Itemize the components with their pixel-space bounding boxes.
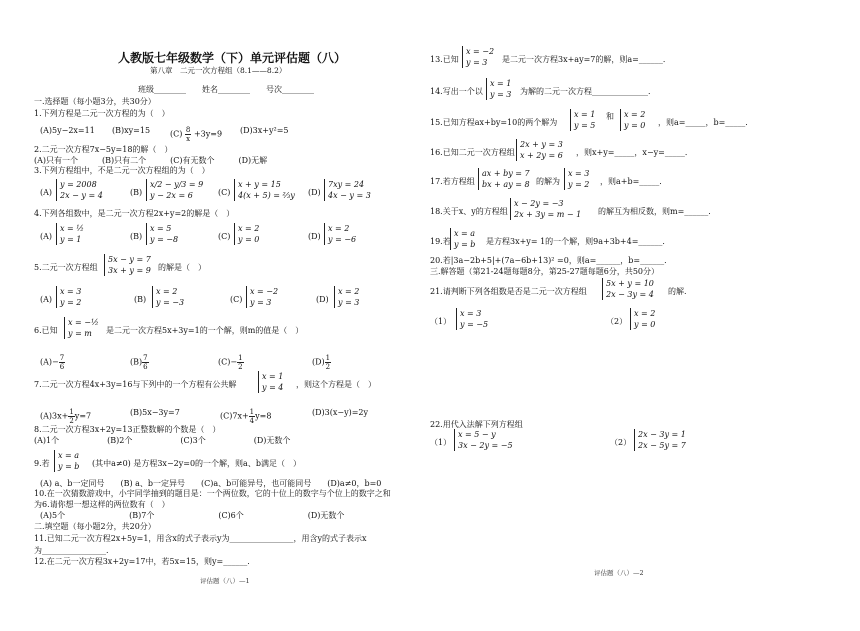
question-9-system: x = a y = b	[54, 450, 79, 472]
q4-option-d-system: x = 2 y = −6	[324, 223, 356, 245]
question-16-suffix: ，则x+y=_____，x−y=_____．	[576, 148, 693, 157]
question-16-prefix: 16.已知二元一次方程组	[430, 148, 515, 157]
question-19-system: x = a y = b	[450, 228, 475, 250]
question-17-system-2: x = 3 y = 2	[564, 168, 589, 190]
q4-option-b-label: (B)	[130, 232, 143, 241]
page-footer: 评估题（八）—2	[594, 569, 644, 577]
q3-option-a-system: y = 2008 2x − y = 4	[56, 179, 103, 201]
question-12: 12.在二元一次方程3x+2y=17中，若5x=15，则y=______．	[34, 557, 256, 566]
q5-option-b-label: (B)	[134, 295, 147, 304]
question-7-suffix: ，则这个方程是（ ）	[296, 380, 376, 389]
question-18-prefix: 18.关于x、y的方程组	[430, 207, 508, 216]
question-17-suffix: ，则a+b=_____．	[600, 177, 668, 186]
question-8: 8.二元一次方程3x+2y=13正整数解的个数是（ ）	[34, 425, 221, 434]
q7-option-c: (C)7x+ $\frac{1}{4}$ y=8	[220, 408, 272, 425]
q7-option-a: (A)3x+ $\frac{1}{2}$ y=7	[40, 408, 92, 425]
question-5-prefix: 5.二元一次方程组	[34, 263, 98, 272]
q21-part-2-label: （2）	[606, 317, 628, 326]
question-6-prefix: 6.已知	[34, 326, 58, 335]
q5-option-b-system: x = 2 y = −3	[152, 286, 184, 308]
question-10-line-1: 10.在一次猜数游戏中，小宇同学抽到的题目是：一个两位数，它的十位上的数字与个位上的数字之和	[34, 489, 391, 498]
question-20: 20.若|3a−2b+5|+(7a−6b+13)² =0，则a=______，b=______．	[430, 256, 673, 265]
q7-option-d: (D)3(x−y)=2y	[312, 408, 369, 417]
question-7-prefix: 7.二元一次方程4x+3y=16与下列中的一个方程有公共解	[34, 380, 237, 389]
question-10-line-2: 为6.请你想一想这样的两位数有（ ）	[34, 500, 170, 509]
q3-option-b-label: (B)	[130, 188, 143, 197]
q22-part-2-system: 2x − 3y = 1 2x − 5y = 7	[634, 429, 686, 451]
q5-option-a-label: (A)	[40, 295, 53, 304]
question-15-and: 和	[606, 112, 614, 121]
question-5-system: 5x − y = 7 3x + y = 9	[104, 254, 151, 276]
question-19-suffix: 是方程3x+y= 1的一个解，则9a+3b+4=______．	[486, 237, 671, 246]
question-15-suffix: ，则a=_____，b=_____．	[658, 118, 754, 127]
question-14-prefix: 14.写出一个以	[430, 87, 483, 96]
q22-part-1-system: x = 5 − y 3x − 2y = −5	[454, 429, 513, 451]
question-11-line-1: 11.已知二元一次方程2x+5y=1，用含x的式子表示y为________________，用含y的式子表示x	[34, 534, 367, 543]
q5-option-d-label: (D)	[316, 295, 329, 304]
q3-option-c-label: (C)	[218, 188, 231, 197]
q4-option-c-label: (C)	[218, 232, 231, 241]
question-21-system: 5x + y = 10 2x − 3y = 4	[602, 278, 654, 300]
question-19-prefix: 19.若	[430, 237, 451, 246]
q6-option-a: (A)− $\frac{7}{6}$	[40, 354, 65, 371]
q9-options: (A) a、b一定同号 (B) a、b一定异号 (C)a、b可能异号，也可能同号 (D)a≠0，b=0	[40, 479, 382, 488]
chapter-subtitle: 第八章 二元一次方程组（8.1——8.2）	[150, 66, 287, 75]
q1-option-c: (C) $\frac{8}{x}$ +3y=9	[170, 126, 223, 143]
q5-option-c-label: (C)	[230, 295, 243, 304]
question-18-system: x − 2y = −3 2x + 3y = m − 1	[510, 198, 581, 220]
question-14-system: x = 1 y = 3	[486, 78, 511, 100]
q10-options: (A)5个 (B)7个 (C)6个 (D)无数个	[40, 511, 345, 520]
q4-option-b-system: x = 5 y = −8	[146, 223, 178, 245]
question-17-system-1: ax + by = 7 bx + ay = 8	[478, 168, 530, 190]
page-title: 人教版七年级数学（下）单元评估题（八）	[118, 51, 347, 65]
q3-option-d-system: 7xy = 24 4x − y = 3	[324, 179, 371, 201]
q7-option-b: (B)5x−3y=7	[130, 408, 180, 417]
question-21-prefix: 21.请判断下列各组数是否是二元一次方程组	[430, 287, 587, 296]
question-17-prefix: 17.若方程组	[430, 177, 475, 186]
q21-part-1-system: x = 3 y = −5	[456, 308, 488, 330]
q5-option-d-system: x = 2 y = 3	[334, 286, 359, 308]
q4-option-a-label: (A)	[40, 232, 53, 241]
q2-options: (A)只有一个 (B)只有二个 (C)有无数个 (D)无解	[34, 156, 268, 165]
question-2: 2.二元一次方程7x−5y=18的解（ ）	[34, 145, 173, 154]
question-18-suffix: 的解互为相反数，则m=______．	[598, 207, 717, 216]
question-7-system: x = 1 y = 4	[258, 371, 283, 393]
right-page	[430, 0, 860, 631]
question-9-suffix: (其中a≠0) 是方程3x−2y=0的一个解，则a、b满足（ ）	[92, 459, 301, 468]
q6-option-d: (D) $\frac{1}{2}$	[312, 354, 331, 371]
q3-option-a-label: (A)	[40, 188, 53, 197]
q4-option-d-label: (D)	[308, 232, 321, 241]
question-1: 1.下列方程是二元一次方程的为（ ）	[34, 109, 170, 118]
question-21-suffix: 的解.	[668, 287, 687, 296]
question-15-system-1: x = 1 y = 5	[570, 109, 595, 131]
q6-option-c: (C)− $\frac{1}{2}$	[218, 354, 243, 371]
question-9-prefix: 9.若	[34, 459, 50, 468]
page-footer: 评估题（八）—1	[200, 577, 250, 585]
student-info-line: 班级________ 姓名________ 号次________	[138, 85, 314, 94]
section-choice-heading: 一.选择题（每小题3分，共30分）	[34, 97, 156, 106]
q5-option-a-system: x = 3 y = 2	[56, 286, 81, 308]
q4-option-a-system: x = ½ y = 1	[56, 223, 84, 245]
q5-option-c-system: x = −2 y = 3	[246, 286, 278, 308]
q21-part-2-system: x = 2 y = 0	[630, 308, 655, 330]
question-22: 22.用代入法解下列方程组	[430, 420, 523, 429]
q22-part-1-label: （1）	[430, 438, 452, 447]
question-13-system: x = −2 y = 3	[462, 46, 494, 68]
q3-option-c-system: x + y = 15 4(x + 5) = ⅔y	[234, 179, 295, 201]
q6-option-b: (B) $\frac{7}{6}$	[130, 354, 148, 371]
q1-option-b: (B)xy=15	[112, 126, 151, 135]
q21-part-1-label: （1）	[430, 317, 452, 326]
question-6-system: x = −½ y = m	[64, 317, 99, 339]
question-11-line-2: 为________________.	[34, 546, 109, 555]
q8-options: (A)1个 (B)2个 (C)3个 (D)无数个	[34, 436, 291, 445]
question-5-suffix: 的解是（ ）	[158, 263, 206, 272]
question-15-system-2: x = 2 y = 0	[620, 109, 645, 131]
question-3: 3.下列方程组中，不是二元一次方程组的为（ ）	[34, 166, 210, 175]
section-fill-heading: 二.填空题（每小题2分，共20分）	[34, 522, 156, 531]
question-13-prefix: 13.已知	[430, 55, 459, 64]
fraction: $\frac{8}{x}$	[185, 126, 191, 143]
question-14-suffix: 为解的二元一次方程______________．	[520, 87, 656, 96]
question-13-suffix: 是二元一次方程3x+ay=7的解，则a=______．	[502, 55, 671, 64]
question-6-suffix: 是二元一次方程5x+3y=1的一个解，则m的值是（ ）	[106, 326, 304, 335]
q4-option-c-system: x = 2 y = 0	[234, 223, 259, 245]
q3-option-b-system: x/2 − y/3 = 9 y − 2x = 6	[146, 179, 203, 201]
question-17-mid: 的解为	[536, 177, 560, 186]
q22-part-2-label: （2）	[610, 438, 632, 447]
q1-option-a: (A)5y−2x=11	[40, 126, 95, 135]
q1-option-d: (D)3x+y²=5	[240, 126, 289, 135]
question-16-system: 2x + y = 3 x + 2y = 6	[516, 139, 563, 161]
section-answer-heading: 三.解答题（第21-24题每题8分，第25-27题每题6分，共50分）	[430, 267, 660, 276]
q3-option-d-label: (D)	[308, 188, 321, 197]
question-4: 4.下列各组数中，是二元一次方程2x+y=2的解是（ ）	[34, 209, 235, 218]
question-15-prefix: 15.已知方程ax+by=10的两个解为	[430, 118, 558, 127]
